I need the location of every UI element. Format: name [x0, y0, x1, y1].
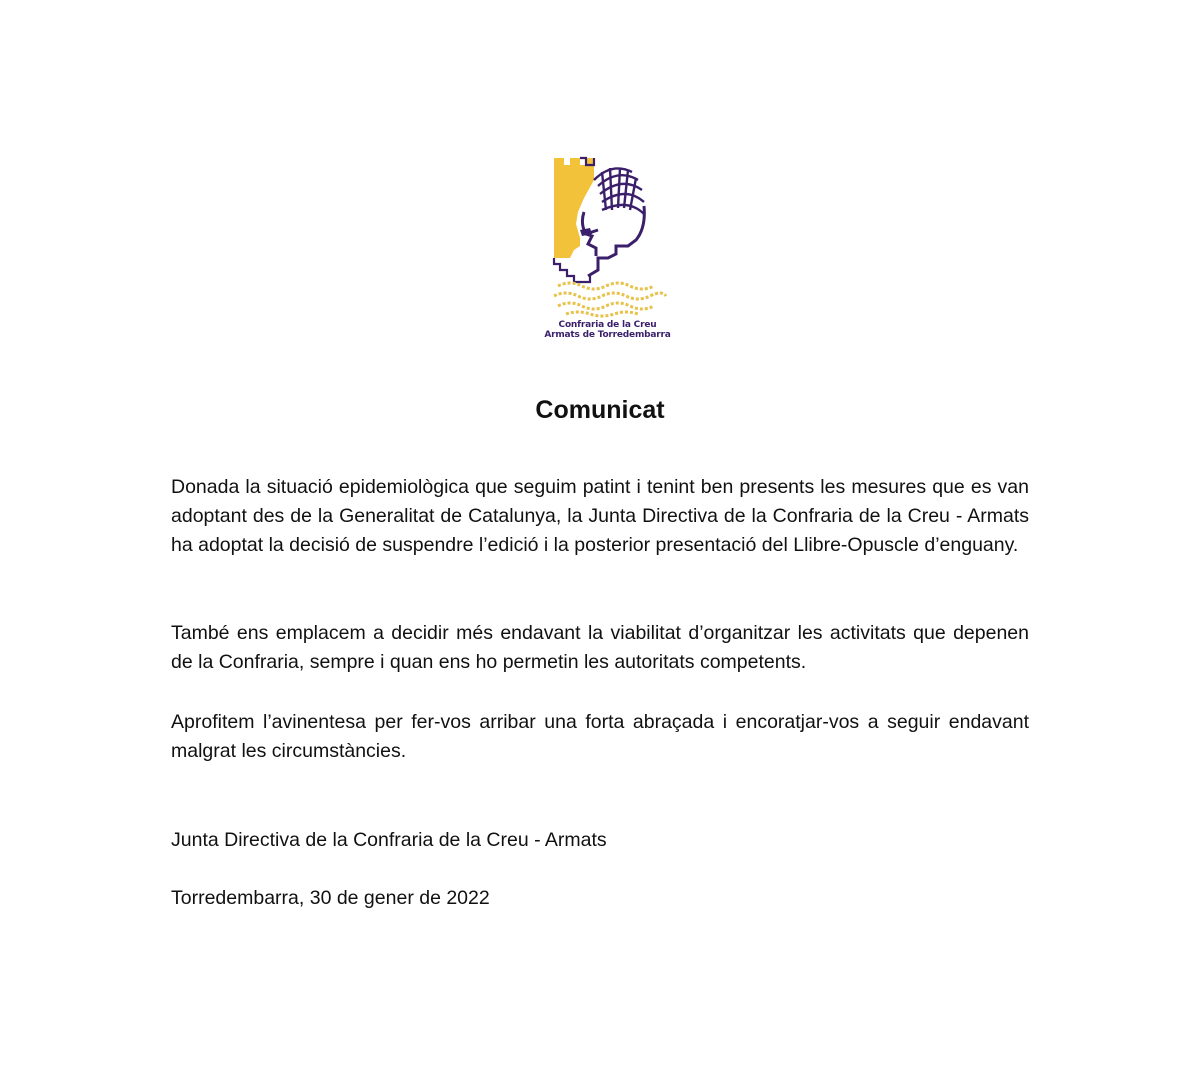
paragraph-3: Aprofitem l’avinentesa per fer-vos arribar una forta abraçada i encoratjar-vos a seguir endavant malgrat les circumstàncies. [171, 711, 1029, 762]
helmet-face [582, 206, 644, 276]
confraria-logo [540, 150, 675, 345]
signature: Junta Directiva de la Confraria de la Creu - Armats [171, 829, 607, 851]
logo-caption [540, 320, 675, 340]
waves [554, 283, 666, 316]
place-date: Torredembarra, 30 de gener de 2022 [171, 887, 490, 909]
logo-caption-line2: Armats de Torredembarra [544, 330, 671, 340]
helmet-crest [594, 168, 644, 214]
paragraph-1: Donada la situació epidemiològica que seguim patint i tenint ben presents les mesures que es van adoptant des de la Generalitat de Catalunya, la Junta Directiva de la Confraria de la Creu - Armats ha adoptat la decisió de suspendre l’edició i la posterior presentació del Llibre-Opuscle d’enguany. [171, 476, 1029, 556]
logo-caption-line1: Confraria de la Creu [558, 320, 657, 330]
page-title: Comunicat [535, 396, 665, 424]
confraria-emblem-icon [540, 150, 675, 318]
paragraph-2: També ens emplacem a decidir més endavant la viabilitat d’organitzar les activitats que depenen de la Confraria, sempre i quan ens ho permetin les autoritats competents. [171, 622, 1029, 673]
